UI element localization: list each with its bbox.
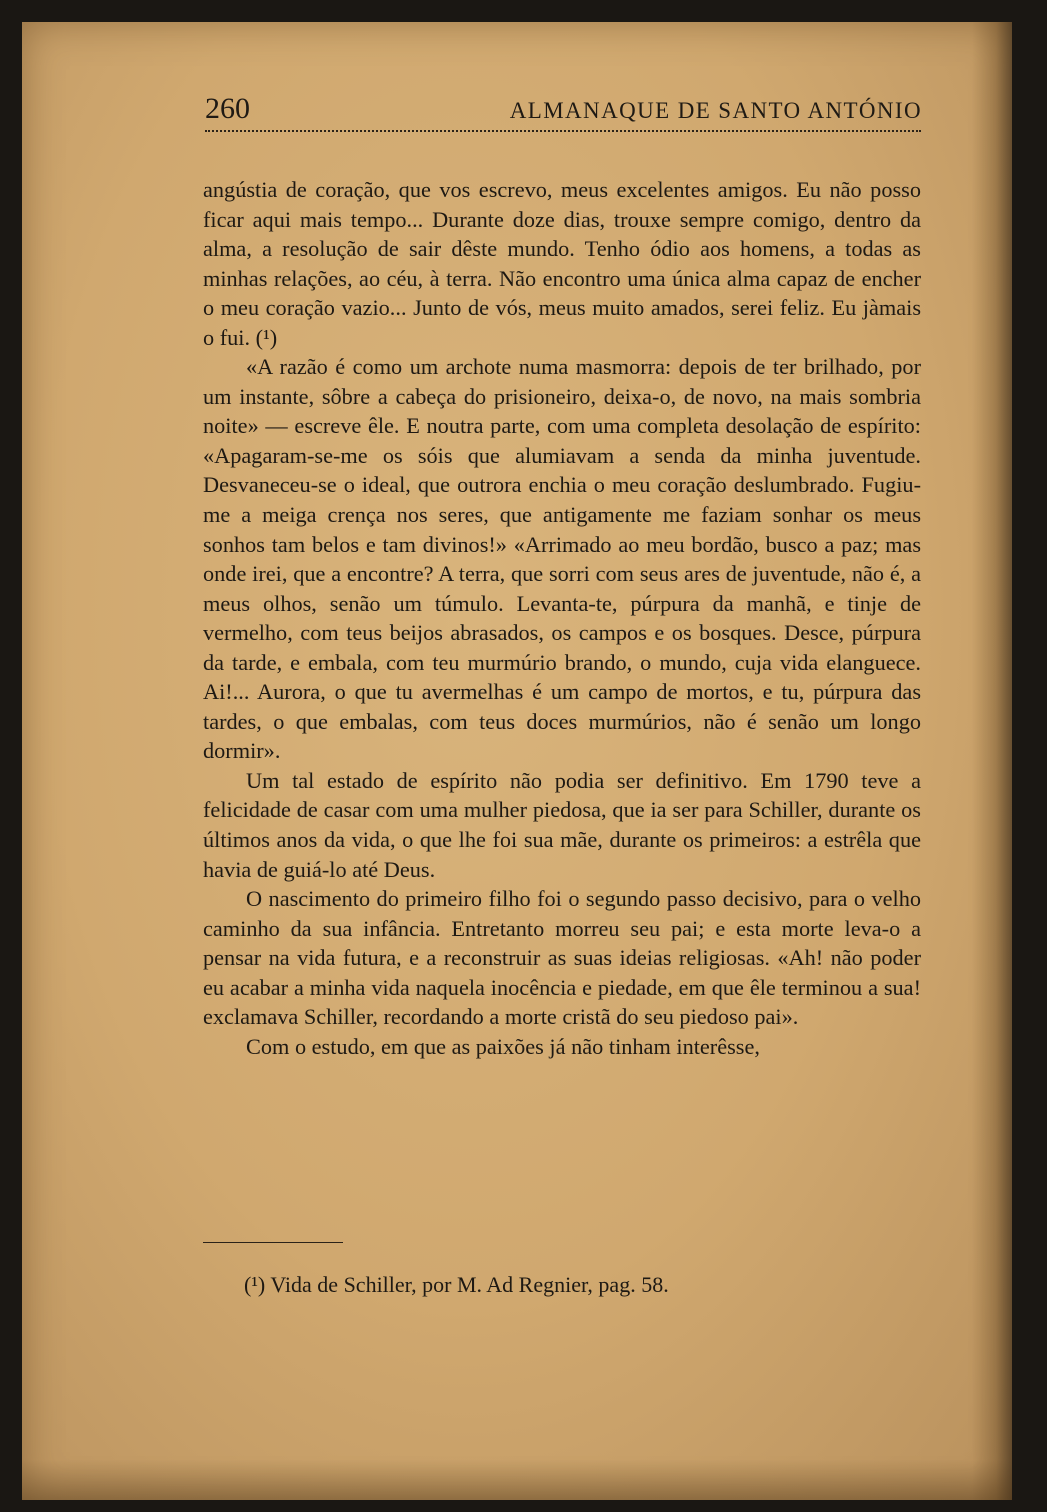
body-text (203, 175, 921, 1061)
paragraph-2: «A razão é como um archote numa masmorra: depois de ter brilhado, por um instante, sôbre a cabeça do prisioneiro, deixa-o, de novo, na mais sombria noite» — escreve êle. E noutra parte, com uma completa desolação de espírito: «Apagaram-se-me os sóis que alumiavam a senda da minha juventude. Desvaneceu-se o ideal, que outrora enchia o meu coração deslumbrado. Fugiu-me a meiga crença nos seres, que antigamente me faziam sonhar os meus sonhos tam belos e tam divinos!» «Arrimado ao meu bordão, busco a paz; mas onde irei, que a encontre? A terra, que sorri com seus ares de juventude, não é, a meus olhos, senão um túmulo. Levanta-te, púrpura da manhã, e tinje de vermelho, com teus beijos abrasados, os campos e os bosques. Desce, púrpura da tarde, e embala, com teu murmúrio brando, o mundo, cuja vida elanguece. Ai!... Aurora, o que tu avermelhas é um campo de mortos, e tu, púrpura das tardes, o que embalas, com teus doces murmúrios, não é senão um longo dormir». (203, 354, 921, 764)
header-rule (205, 130, 921, 132)
book-page (22, 22, 1012, 1500)
footnote-mark: (¹) (244, 1272, 266, 1297)
page-number: 260 (205, 92, 250, 125)
page-bottom-shadow (22, 1460, 1012, 1500)
footnote-rule (203, 1242, 343, 1243)
page-edge-shadow (972, 22, 1012, 1500)
paragraph-1 (203, 175, 921, 352)
paragraph-3: Um tal estado de espírito não podia ser definitivo. Em 1790 teve a felicidade de casar com uma mulher piedosa, que ia ser para Schiller, durante os últimos anos da vida, o que lhe foi sua mãe, durante os primeiros: a estrêla que havia de guiá-lo até Deus. (203, 767, 921, 882)
running-head: ALMANAQUE DE SANTO ANTÓNIO (509, 98, 922, 123)
paragraph-1-text: angústia de coração, que vos escrevo, meus excelentes amigos. Eu não posso ficar aqui mais tempo... Durante doze dias, trouxe sempre comigo, dentro da alma, a resolução de sair dêste mundo. Tenho ódio aos homens, a todas as minhas relações, ao céu, à terra. Não encontro uma única alma capaz de encher o meu coração vazio... Junto de vós, meus muito amados, serei feliz. Eu jàmais o fui. (203, 177, 921, 350)
paragraph-4: O nascimento do primeiro filho foi o segundo passo decisivo, para o velho caminho da sua infância. Entretanto morreu seu pai; e esta morte leva-o a pensar na vida futura, e a reconstruir as suas ideias religiosas. «Ah! não poder eu acabar a minha vida naquela inocência e piedade, em que êle terminou a sua! exclamava Schiller, recordando a morte cristã do seu piedoso pai». (203, 886, 921, 1030)
paragraph-5: Com o estudo, em que as paixões já não tinham interêsse, (246, 1033, 760, 1059)
footnote-reference: (¹) (255, 324, 278, 350)
footnote (244, 1272, 669, 1298)
footnote-text: Vida de Schiller, por M. Ad Regnier, pag. 58. (270, 1272, 669, 1297)
